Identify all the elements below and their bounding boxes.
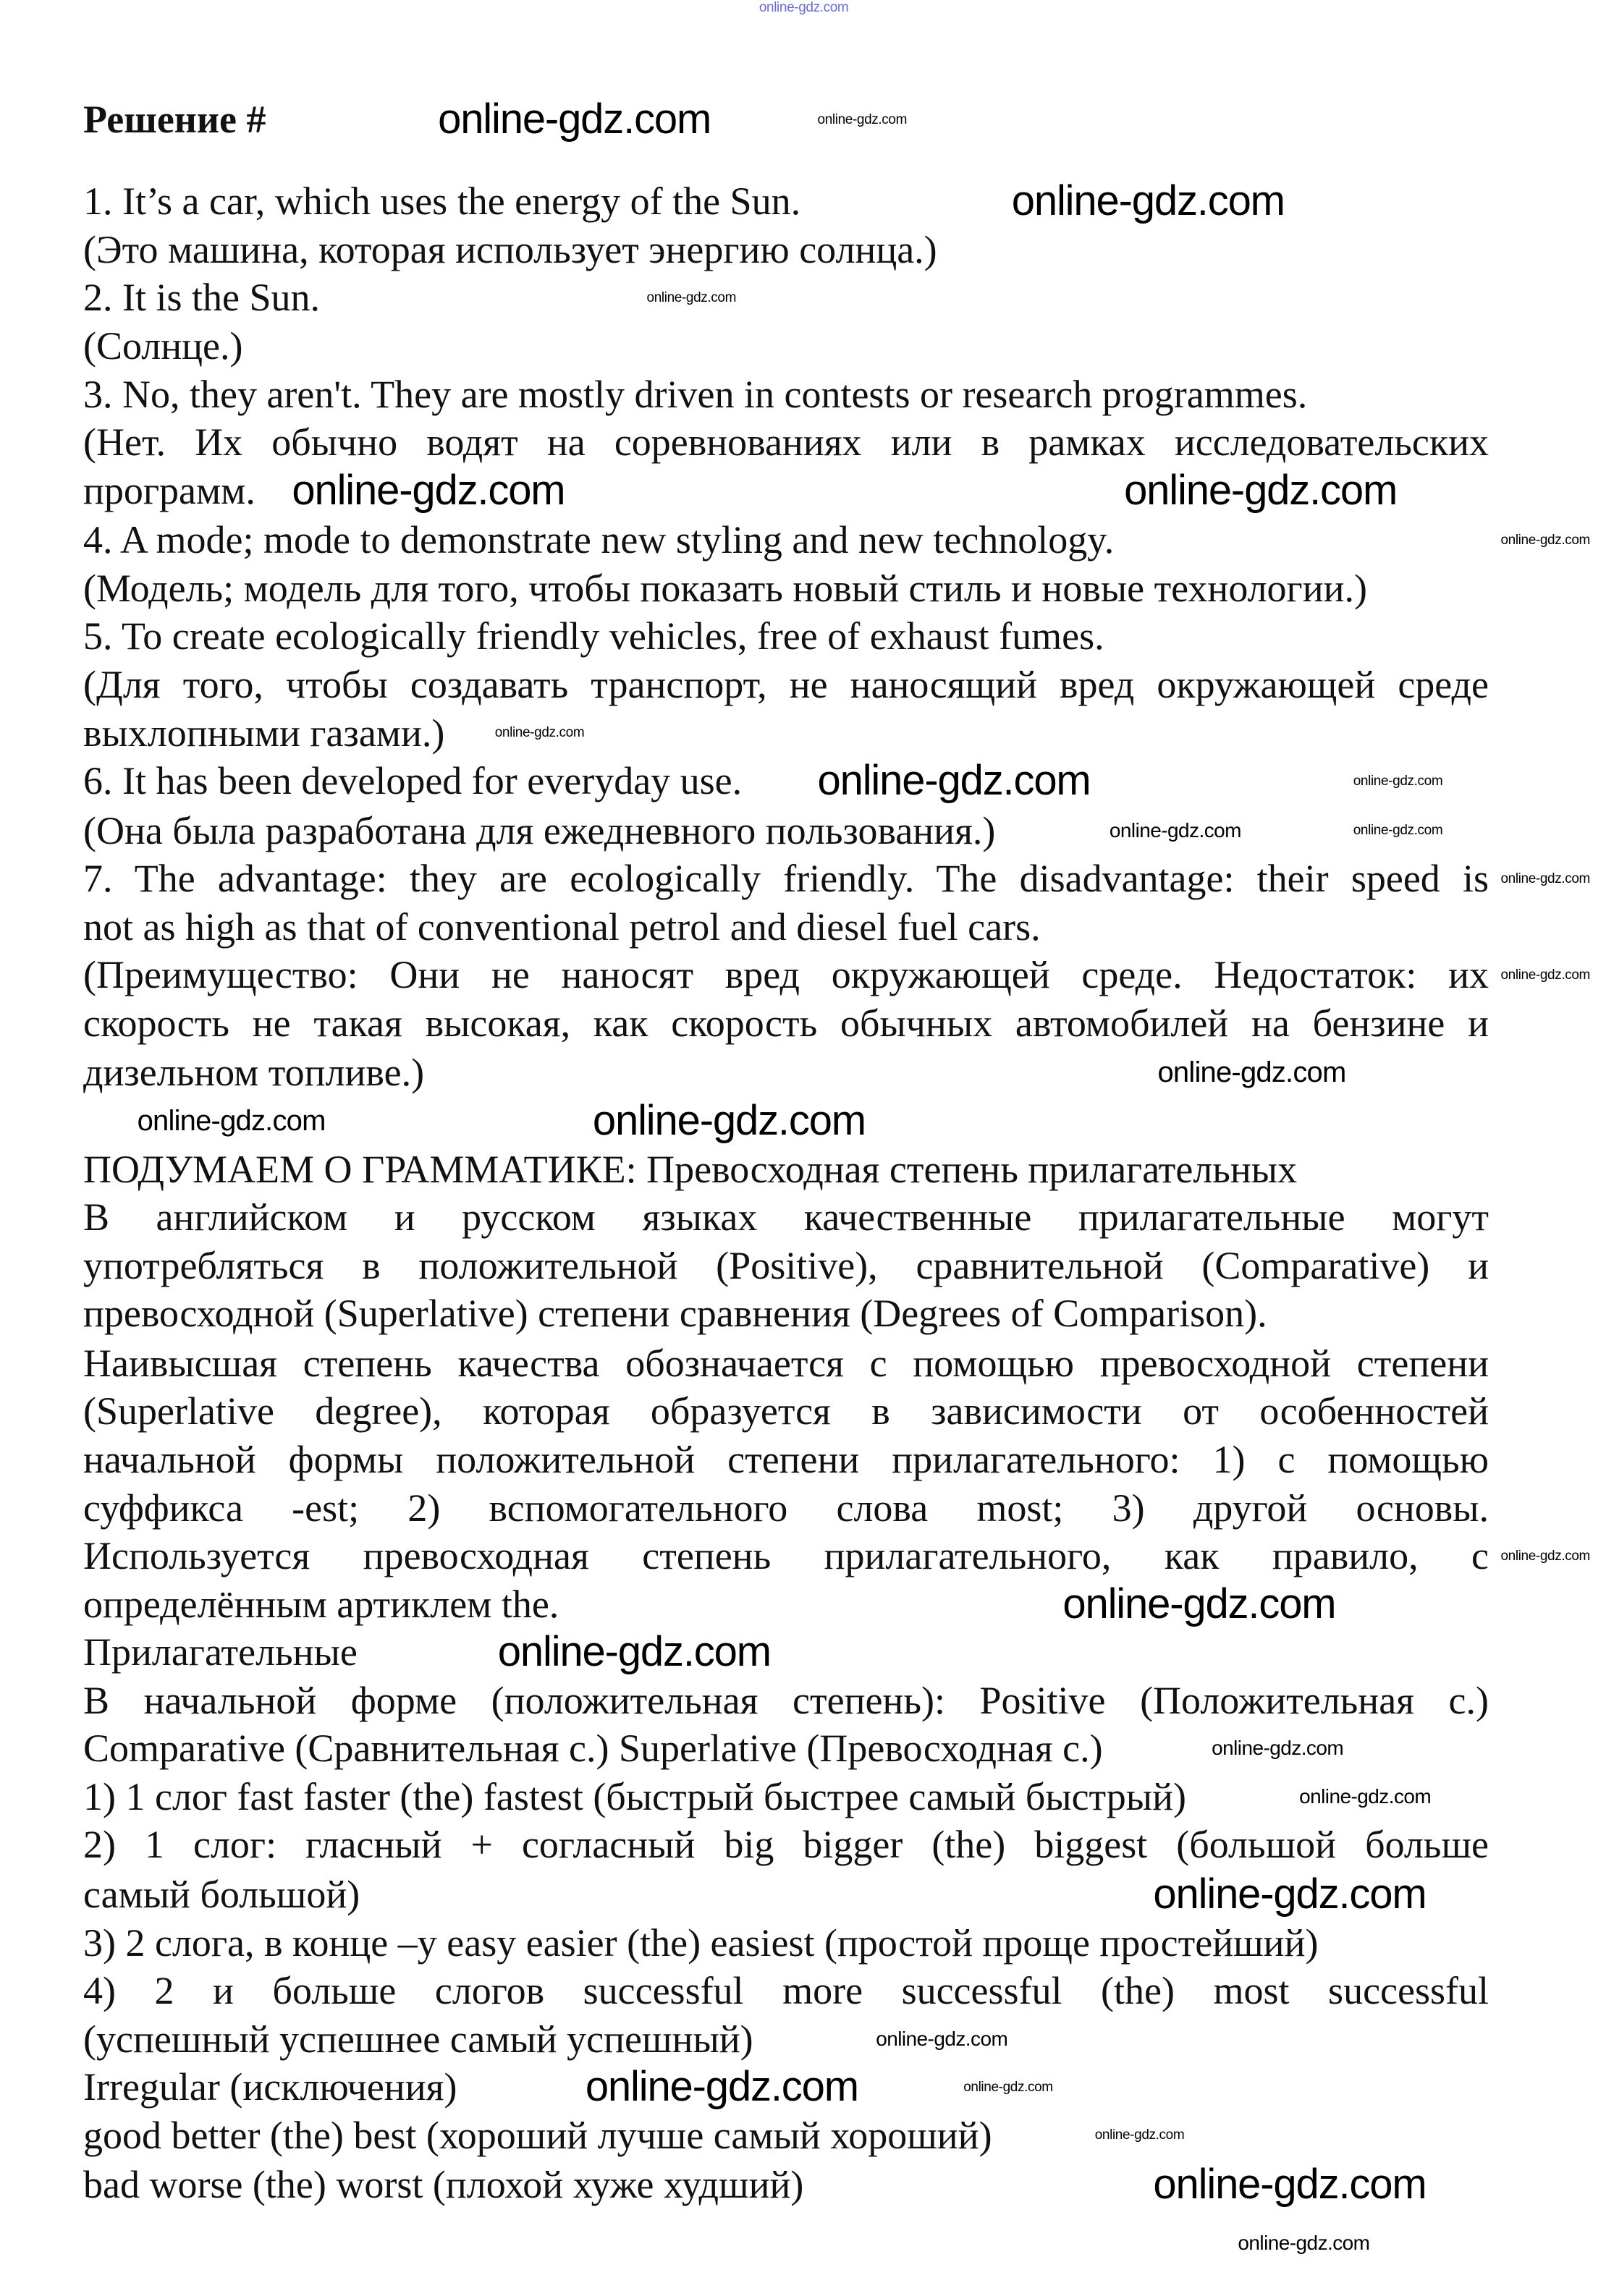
- text-line: 2. It is the Sun.: [83, 276, 321, 320]
- text-line: 1) 1 слог fast faster (the) fastest (быстрый быстрее самый быстрый): [83, 1774, 1186, 1818]
- watermark: online-gdz.com: [1238, 2232, 1370, 2255]
- text-line: определённым артиклем the.: [83, 1582, 559, 1626]
- text-line: 5. To create ecologically friendly vehicles, free of exhaust fumes.: [83, 614, 1104, 658]
- text-line: выхлопными газами.): [83, 711, 445, 755]
- watermark: online-gdz.com: [646, 289, 737, 305]
- watermark: online-gdz.com: [1153, 1871, 1427, 1918]
- watermark: online-gdz.com: [592, 1097, 866, 1145]
- watermark: online-gdz.com: [1109, 818, 1241, 842]
- text-line: превосходной (Superlative) степени сравнения (Degrees of Comparison).: [83, 1292, 1267, 1336]
- text-line: суффикса -est; 2) вспомогательного слова most; 3) другой основы.: [83, 1486, 1489, 1530]
- text-line: программ.: [83, 468, 255, 512]
- text-line: 2) 1 слог: гласный + согласный big bigger (the) biggest (большой больше: [83, 1823, 1489, 1867]
- text-line: (Нет. Их обычно водят на соревнованиях или в рамках исследовательских: [83, 420, 1489, 465]
- text-line: В начальной форме (положительная степень): Positive (Положительная с.): [83, 1678, 1489, 1722]
- text-line: Используется превосходная степень прилагательного, как правило, с: [83, 1534, 1489, 1578]
- text-line: Наивысшая степень качества обозначается с помощью превосходной степени: [83, 1341, 1489, 1385]
- text-line: 1. It’s a car, which uses the energy of the Sun.: [83, 179, 801, 224]
- text-line: употребляться в положительной (Positive), сравнительной (Comparative) и: [83, 1243, 1489, 1287]
- text-line: good better (the) best (хороший лучше самый хороший): [83, 2113, 992, 2157]
- watermark: online-gdz.com: [585, 2063, 858, 2111]
- text-line: bad worse (the) worst (плохой хуже худший): [83, 2163, 804, 2207]
- watermark: online-gdz.com: [1500, 870, 1590, 886]
- watermark: online-gdz.com: [1153, 2161, 1427, 2208]
- text-line: 6. It has been developed for everyday use.: [83, 759, 743, 803]
- watermark: online-gdz.com: [1353, 773, 1443, 789]
- text-line: 3. No, they aren't. They are mostly driven in contests or research programmes.: [83, 372, 1308, 416]
- watermark: online-gdz.com: [1157, 1056, 1346, 1089]
- watermark: online-gdz.com: [292, 466, 565, 514]
- watermark: online-gdz.com: [1062, 1580, 1336, 1627]
- text-line: (Модель; модель для того, чтобы показать новый стиль и новые технологии.): [83, 566, 1367, 610]
- watermark: online-gdz.com: [1299, 1784, 1432, 1808]
- watermark: online-gdz.com: [1500, 1548, 1590, 1564]
- text-line: Irregular (исключения): [83, 2065, 457, 2109]
- text-line: (Преимущество: Они не наносят вред окружающей среде. Недостаток: их: [83, 953, 1489, 997]
- watermark: online-gdz.com: [817, 757, 1091, 805]
- text-line: (успешный успешнее самый успешный): [83, 2017, 753, 2061]
- text-line: (Superlative degree), которая образуется в зависимости от особенностей: [83, 1389, 1489, 1433]
- text-line: (Она была разработана для ежедневного пользования.): [83, 808, 996, 852]
- watermark: online-gdz.com: [876, 2027, 1008, 2050]
- text-line: 3) 2 слога, в конце –y easy easier (the) easiest (простой проще простейший): [83, 1920, 1319, 1965]
- text-line: скорость не такая высокая, как скорость обычных автомобилей на бензине и: [83, 1001, 1489, 1045]
- text-line: начальной формы положительной степени прилагательного: 1) с помощью: [83, 1438, 1489, 1481]
- watermark: online-gdz.com: [1353, 823, 1443, 839]
- text-line: (Для того, чтобы создавать транспорт, не наносящий вред окружающей среде: [83, 662, 1489, 706]
- text-line: дизельном топливе.): [83, 1051, 425, 1095]
- text-line: Comparative (Сравнительная с.) Superlative (Превосходная с.): [83, 1727, 1103, 1771]
- watermark: online-gdz.com: [497, 1628, 771, 1676]
- text-line: Прилагательные: [83, 1630, 358, 1674]
- watermark: online-gdz.com: [1094, 2127, 1185, 2143]
- text-line: (Это машина, которая использует энергию солнца.): [83, 227, 937, 271]
- text-line: (Солнце.): [83, 324, 243, 368]
- text-line: ПОДУМАЕМ О ГРАММАТИКЕ: Превосходная степень прилагательных: [83, 1147, 1298, 1191]
- watermark: online-gdz.com: [1011, 177, 1285, 225]
- watermark: online-gdz.com: [1124, 466, 1398, 514]
- watermark: online-gdz.com: [1212, 1737, 1344, 1760]
- text-line: самый большой): [83, 1873, 360, 1917]
- text-line: 7. The advantage: they are ecologically friendly. The disadvantage: their speed is: [83, 857, 1489, 901]
- text-line: 4. A mode; mode to demonstrate new styling and new technology.: [83, 518, 1115, 562]
- text-line: В английском и русском языках качественные прилагательные могут: [83, 1195, 1489, 1240]
- watermark: online-gdz.com: [963, 2079, 1053, 2095]
- text-line: not as high as that of conventional petrol and diesel fuel cars.: [83, 905, 1041, 949]
- watermark: online-gdz.com: [1500, 532, 1590, 548]
- text-line: 4) 2 и больше слогов successful more successful (the) most successful: [83, 1969, 1489, 2013]
- watermark: online-gdz.com: [1500, 967, 1590, 983]
- watermark: online-gdz.com: [137, 1105, 326, 1138]
- solution-heading: Решение #: [83, 98, 266, 142]
- watermark: online-gdz.com: [438, 96, 711, 143]
- watermark: online-gdz.com: [494, 725, 585, 741]
- watermark: online-gdz.com: [817, 111, 908, 127]
- watermark: online-gdz.com: [758, 0, 849, 15]
